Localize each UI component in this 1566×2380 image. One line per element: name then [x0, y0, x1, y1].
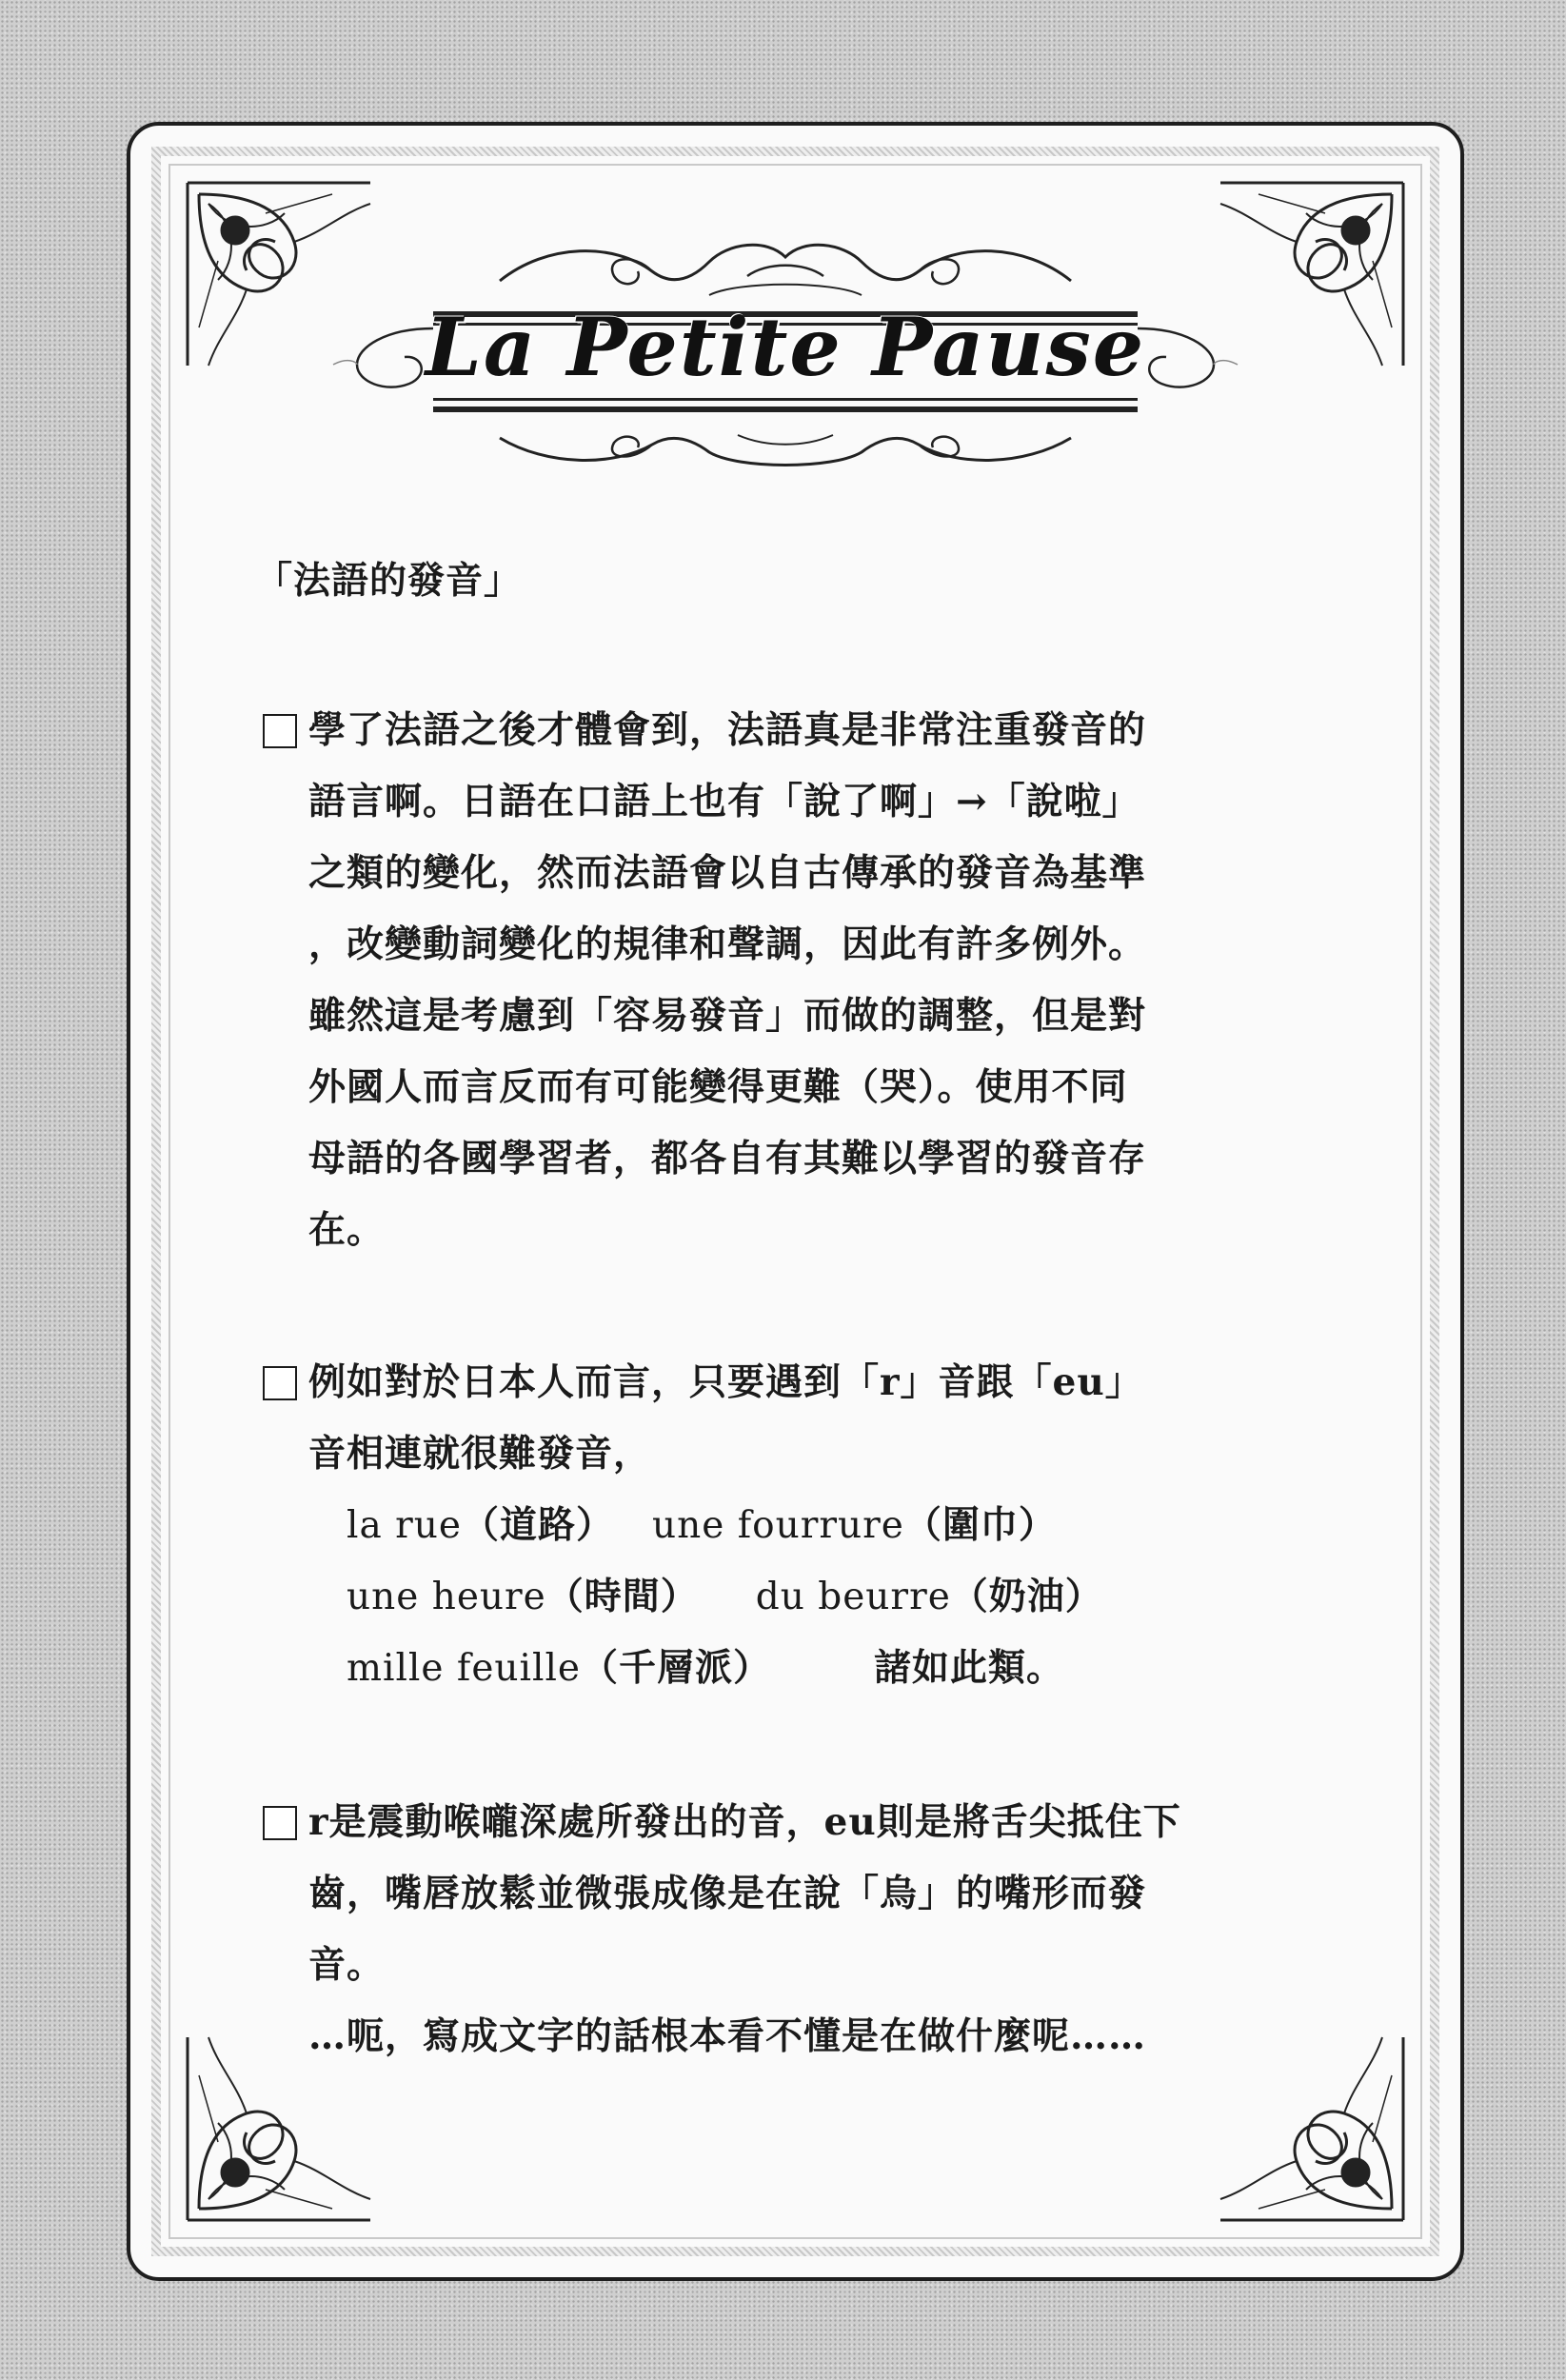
paragraph-line: ，改變動詞變化的規律和聲調，因此有許多例外。: [308, 922, 1147, 966]
example-translation: （時間）: [545, 1575, 699, 1618]
paragraph-line: 音。: [308, 1943, 386, 1987]
paragraph-line: r是震動喉嚨深處所發出的音，eu則是將舌尖抵住下: [308, 1800, 1181, 1844]
example-translation: （奶油）: [950, 1575, 1103, 1618]
paragraph-line: 語言啊。日語在口語上也有「說了啊」→「說啦」: [308, 780, 1140, 823]
checkbox-icon: [263, 1366, 297, 1400]
example-french: une heure: [347, 1576, 546, 1618]
paragraph-line: 例如對於日本人而言，只要遇到「r」音跟「eu」: [308, 1360, 1143, 1404]
article-body: [255, 552, 1329, 2073]
example-translation: （圍巾）: [903, 1503, 1057, 1547]
paragraph-line: 母語的各國學習者，都各自有其難以學習的發音存: [308, 1137, 1147, 1180]
example-french: du beurre: [755, 1576, 951, 1618]
paragraph-3: [263, 1787, 1329, 2073]
paragraph-line: …呃，寫成文字的話根本看不懂是在做什麼呢……: [308, 2014, 1147, 2058]
paragraph-line: 雖然這是考慮到「容易發音」而做的調整，但是對: [308, 994, 1147, 1038]
example-row: [347, 1561, 1329, 1633]
title-banner: [328, 224, 1242, 471]
example-row: [347, 1633, 1329, 1704]
checkbox-icon: [263, 1806, 297, 1840]
section-heading: 「法語的發音」: [255, 559, 523, 603]
banner-title: La Petite Pause: [425, 300, 1146, 394]
paragraph-1: [263, 695, 1329, 1266]
example-row: [347, 1490, 1329, 1561]
example-french: la rue: [347, 1504, 462, 1547]
example-french: une fourrure: [651, 1504, 904, 1547]
paragraph-line: 學了法語之後才體會到，法語真是非常注重發音的: [308, 708, 1147, 752]
paragraph-line: 外國人而言反而有可能變得更難（哭）。使用不同: [308, 1065, 1128, 1109]
paragraph-line: 音相連就很難發音，: [308, 1432, 652, 1476]
example-list: [347, 1490, 1329, 1704]
paragraph-line: 之類的變化，然而法語會以自古傳承的發音為基準: [308, 851, 1147, 895]
example-translation: （道路）: [461, 1503, 614, 1547]
paragraph-line: 齒，嘴唇放鬆並微張成像是在說「烏」的嘴形而發: [308, 1872, 1147, 1915]
paragraph-line: 在。: [308, 1208, 386, 1252]
checkbox-icon: [263, 714, 297, 748]
example-suffix: 諸如此類。: [874, 1646, 1065, 1690]
example-french: mille feuille: [347, 1647, 582, 1690]
paragraph-2: [263, 1347, 1329, 1704]
example-translation: （千層派）: [581, 1646, 772, 1690]
